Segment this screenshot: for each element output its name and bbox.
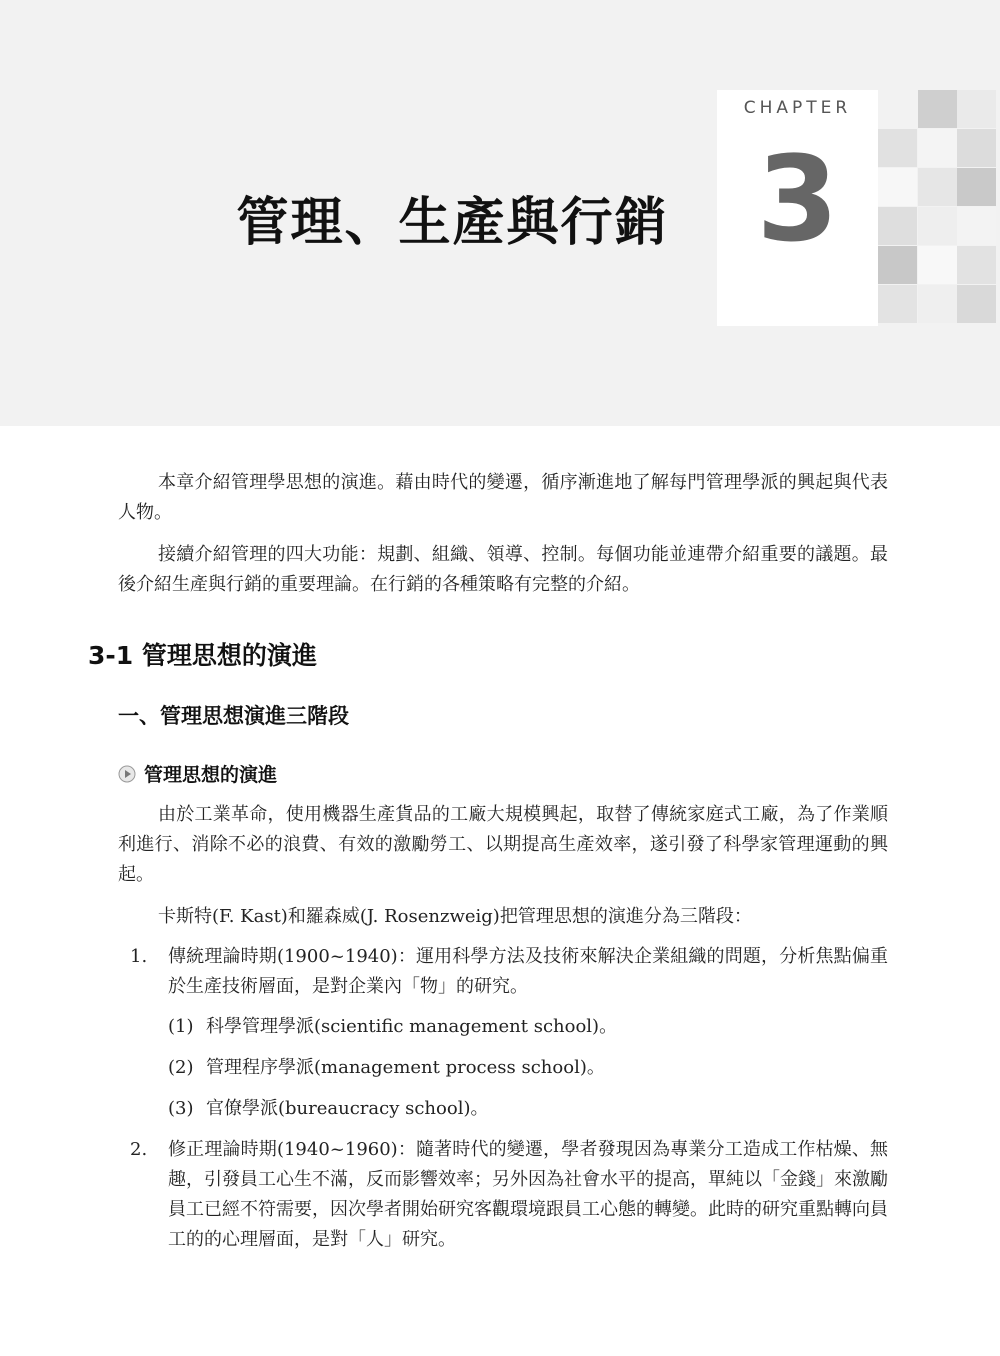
play-circle-icon	[118, 765, 136, 783]
topic-heading	[118, 760, 277, 787]
sub-item-text: 科學管理學派(scientific management school)。	[206, 1016, 618, 1037]
body-paragraph: 卡斯特(F. Kast)和羅森威(J. Rosenzweig)把管理思想的演進分為三階段：	[158, 906, 752, 927]
intro-paragraph: 本章介紹管理學思想的演進。藉由時代的變遷，循序漸進地了解每門管理學派的興起與代表人物。	[118, 472, 888, 523]
sub-item-number: (1)	[168, 1016, 194, 1037]
list-item-text: 傳統理論時期(1900~1940)：運用科學方法及技術來解決企業組織的問題，分析焦點偏重於生產技術層面，是對企業內「物」的研究。	[168, 946, 888, 997]
topic-body	[118, 800, 888, 944]
stage-list	[118, 942, 888, 1265]
section-heading: 3-1 管理思想的演進	[88, 641, 317, 670]
chapter-word: CHAPTER	[743, 98, 852, 118]
sub-list-item	[168, 1053, 888, 1083]
sub-item-text: 管理程序學派(management process school)。	[206, 1057, 605, 1078]
sub-list-item	[168, 1094, 888, 1124]
intro-paragraph: 接續介紹管理的四大功能：規劃、組織、領導、控制。每個功能並連帶介紹重要的議題。最後介紹生產與行銷的重要理論。在行銷的各種策略有完整的介紹。	[118, 544, 888, 595]
chapter-number: 3	[756, 130, 839, 268]
body-paragraph: 由於工業革命，使用機器生產貨品的工廠大規模興起，取替了傳統家庭式工廠，為了作業順利進行、消除不必的浪費、有效的激勵勞工、以期提高生產效率，遂引發了科學家管理運動的興起。	[118, 804, 888, 885]
list-item-number: 2.	[130, 1139, 148, 1160]
sub-item-number: (2)	[168, 1057, 194, 1078]
chapter-label-box	[717, 90, 878, 326]
list-item	[118, 1135, 888, 1255]
sub-item-text: 官僚學派(bureaucracy school)。	[206, 1098, 489, 1119]
sub-list-item	[168, 1012, 888, 1042]
sub-item-number: (3)	[168, 1098, 194, 1119]
topic-title: 管理思想的演進	[144, 764, 278, 786]
subsection-heading: 一、管理思想演進三階段	[118, 704, 349, 728]
list-item-number: 1.	[130, 946, 148, 967]
list-item-text: 修正理論時期(1940~1960)：隨著時代的變遷，學者發現因為專業分工造成工作枯燥、無趣，引發員工心生不滿，反而影響效率；另外因為社會水平的提高，單純以「金錢」來激勵員工已經不符需要，因次學者開始研究客觀環境跟員工心態的轉變。此時的研究重點轉向員工的的心理層面，是對「人」研究。	[168, 1139, 888, 1250]
list-item	[118, 942, 888, 1002]
chapter-title: 管理、生產與行銷	[236, 192, 669, 253]
chapter-intro	[118, 468, 888, 612]
